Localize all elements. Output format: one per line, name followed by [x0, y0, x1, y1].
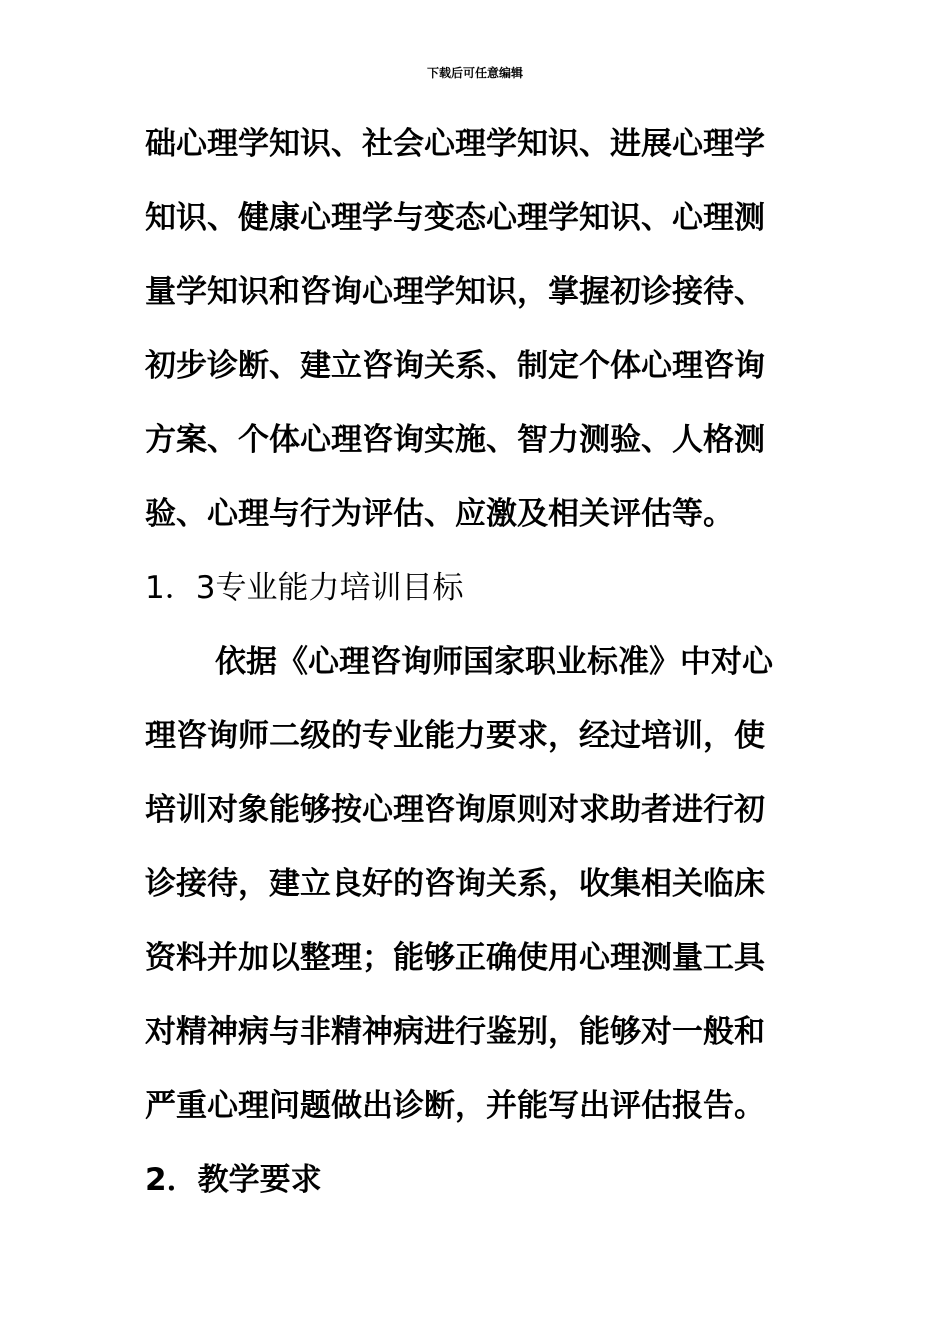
- paragraph-line: 诊接待，建立良好的咨询关系，收集相关临床: [145, 866, 765, 902]
- paragraph-line: 知识、健康心理学与变态心理学知识、心理测: [145, 200, 765, 236]
- page-header: 下载后可任意编辑: [426, 66, 523, 80]
- paragraph-line: 对精神病与非精神病进行鉴别，能够对一般和: [145, 1014, 765, 1050]
- paragraph-line: 验、心理与行为评估、应激及相关评估等。: [145, 496, 734, 532]
- paragraph-line: 初步诊断、建立咨询关系、制定个体心理咨询: [145, 348, 765, 384]
- paragraph-line: 础心理学知识、社会心理学知识、进展心理学: [145, 126, 765, 162]
- paragraph-line: 量学知识和咨询心理学知识，掌握初诊接待、: [145, 274, 765, 310]
- paragraph-line: 严重心理问题做出诊断，并能写出评估报告。: [145, 1088, 765, 1124]
- paragraph-line: 理咨询师二级的专业能力要求，经过培训，使: [145, 718, 765, 754]
- paragraph-line: 依据《心理咨询师国家职业标准》中对心: [215, 644, 773, 680]
- paragraph-line: 方案、个体心理咨询实施、智力测验、人格测: [145, 422, 765, 458]
- section-heading: 2．教学要求: [145, 1162, 322, 1198]
- paragraph-line: 资料并加以整理；能够正确使用心理测量工具: [145, 940, 765, 976]
- document-body: [145, 124, 815, 1234]
- paragraph-line: 培训对象能够按心理咨询原则对求助者进行初: [145, 792, 765, 828]
- section-heading: 1．3专业能力培训目标: [145, 570, 464, 606]
